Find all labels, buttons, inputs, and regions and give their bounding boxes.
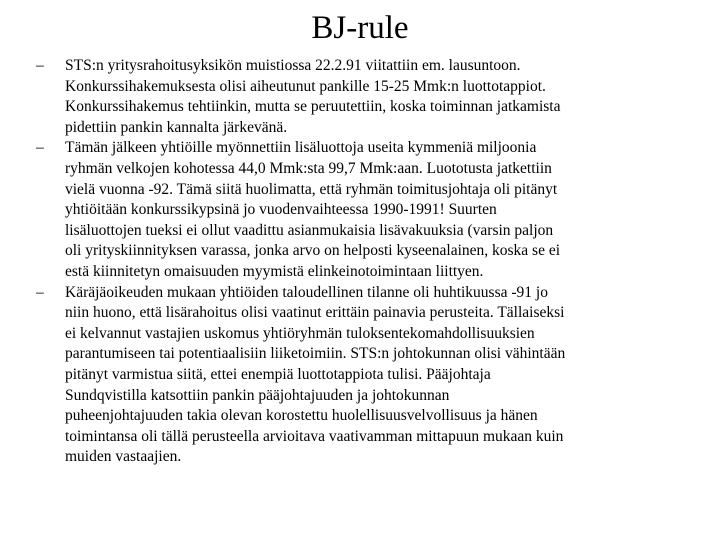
- bullet-dash: –: [36, 283, 44, 301]
- bullet-text-line: Konkurssihakemuksesta olisi aiheutunut pankille 15‑25 Mmk:n luottotappiot.: [65, 77, 546, 95]
- bullet-text-line: oli yrityskiinnityksen varassa, jonka arvo on helposti kyseenalainen, koska se ei: [65, 242, 561, 260]
- bullet-text-line: puheenjohtajuuden takia olevan korostettu huolellisuusvelvollisuus ja hänen: [65, 407, 538, 425]
- bullet-text-line: Tämän jälkeen yhtiöille myönnettiin lisäluottoja useita kymmeniä miljoonia: [65, 139, 537, 157]
- bullet-text-line: pitänyt varmistua siitä, ettei enempiä luottotappiota tulisi. Pääjohtaja: [65, 365, 491, 383]
- bullet-item: [36, 56, 714, 138]
- bullet-text-line: toimintansa oli tällä perusteella arvioitava vaativamman mittapuun mukaan kuin: [65, 427, 564, 445]
- bullet-text-line: ei kelvannut vastajien uskomus yhtiöryhmän tuloksentekomahdollisuuksien: [65, 324, 535, 342]
- bullet-text-line: yhtiöitään konkurssikypsinä jo vuodenvaihteessa 1990‑1991! Suurten: [65, 201, 497, 219]
- bullet-dash: –: [36, 139, 44, 157]
- bullet-text-line: muiden vastaajien.: [65, 448, 182, 466]
- bullet-text-line: ryhmän velkojen kohotessa 44,0 Mmk:sta 99,7 Mmk:aan. Luototusta jatkettiin: [65, 159, 552, 177]
- bullet-text-line: vielä vuonna ‑92. Tämä siitä huolimatta, että ryhmän toimitusjohtaja oli pitänyt: [65, 180, 558, 198]
- bullet-text-line: Käräjäoikeuden mukaan yhtiöiden taloudellinen tilanne oli huhtikuussa ‑91 jo: [65, 283, 548, 301]
- bullet-text-line: niin huono, että lisärahoitus olisi vaatinut erittäin painavia perusteita. Tällaiseksi: [65, 304, 565, 322]
- bullet-list: [36, 56, 714, 468]
- bullet-text-line: STS:n yritysrahoitusyksikön muistiossa 22.2.91 viitattiin em. lausuntoon.: [65, 57, 521, 74]
- bullet-text-line: parantumiseen tai potentiaalisiin liiketoimiin. STS:n johtokunnan olisi vähintään: [65, 345, 566, 363]
- bullet-item: [36, 138, 714, 282]
- bullet-text-line: Konkurssihakemus tehtiinkin, mutta se peruutettiin, koska toiminnan jatkamista: [65, 98, 561, 116]
- bullet-text-line: Sundqvistilla katsottiin pankin pääjohtajuuden ja johtokunnan: [65, 386, 450, 404]
- bullet-item: [36, 283, 714, 468]
- bullet-text-line: lisäluottojen tueksi ei ollut vaadittu asianmukaisia lisävakuuksia (varsin paljon: [65, 221, 554, 239]
- slide-title: BJ-rule: [311, 10, 409, 46]
- bullet-dash: –: [36, 57, 44, 74]
- bullet-text-line: estä kiinnitetyn omaisuuden myymistä elinkeinotoimintaan liittyen.: [65, 262, 484, 280]
- bullet-text-line: pidettiin pankin kannalta järkevänä.: [65, 118, 288, 136]
